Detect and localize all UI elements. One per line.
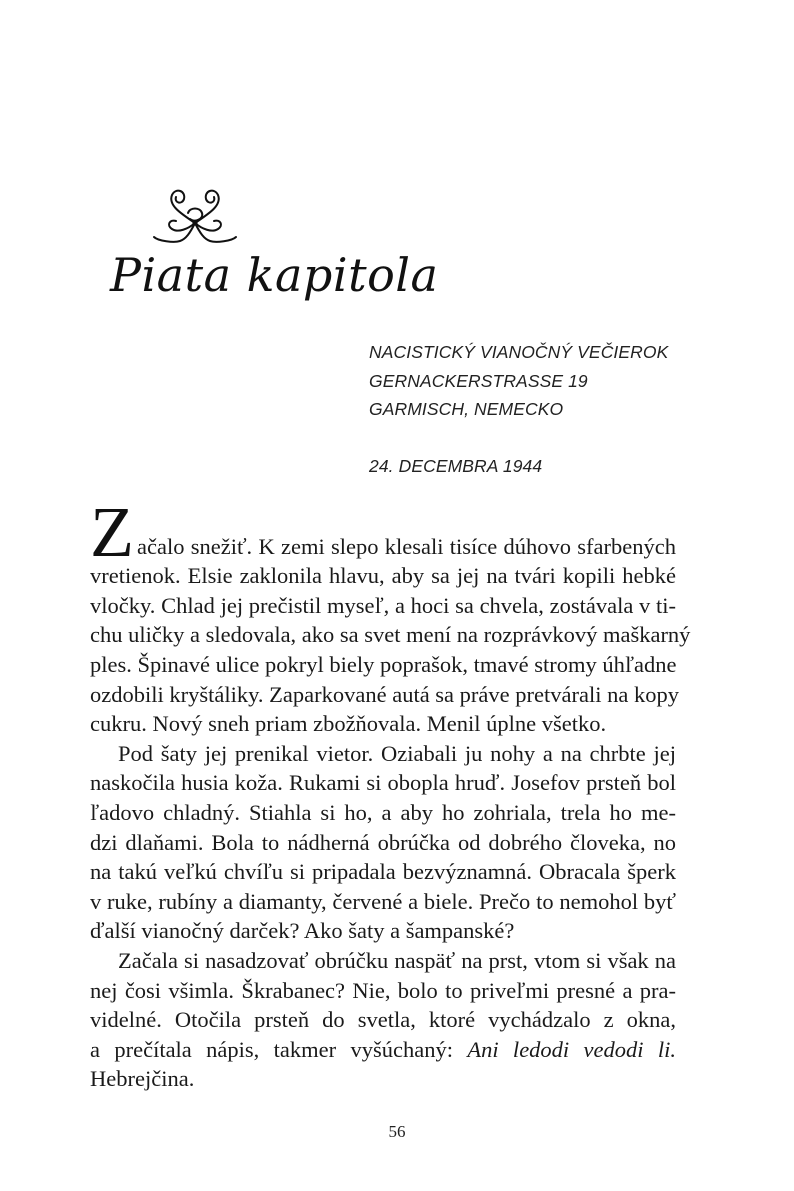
text-line: Začala si nasadzovať obrúčku naspäť na prst, vtom si však na bbox=[118, 947, 676, 973]
header-date: 24. DECEMBRA 1944 bbox=[369, 455, 543, 476]
chapter-header bbox=[369, 338, 668, 480]
chapter-body bbox=[90, 492, 691, 1094]
page-number: 56 bbox=[388, 1122, 406, 1141]
chapter-title: Piata kapitola bbox=[110, 248, 439, 302]
paragraph bbox=[90, 492, 691, 739]
text-line: Pod šaty jej prenikal vietor. Oziabali ju nohy a na chrbte jej bbox=[118, 740, 676, 766]
header-address: GERNACKERSTRASSE 19 bbox=[369, 370, 588, 391]
text-line: ozdobili kryštáliky. Zaparkované autá sa práve pretvárali na kopy bbox=[90, 681, 679, 707]
text-line: ples. Špinavé ulice pokryl biely poprašok, tmavé stromy úhľadne bbox=[90, 651, 677, 677]
text-line: v ruke, rubíny a diamanty, červené a biele. Prečo to nemohol byť bbox=[90, 888, 676, 914]
text-line: vločky. Chlad jej prečistil myseľ, a hoci sa chvela, zostávala v ti- bbox=[90, 592, 676, 618]
text-line: dzi dlaňami. Bola to nádherná obrúčka od dobrého človeka, no bbox=[90, 829, 676, 855]
text-line: ďalší vianočný darček? Ako šaty a šampanské? bbox=[90, 918, 515, 944]
text-line: nej čosi všimla. Škrabanec? Nie, bolo to priveľmi presné a pra- bbox=[90, 977, 676, 1003]
text-line: vretienok. Elsie zaklonila hlavu, aby sa jej na tvári kopili hebké bbox=[90, 563, 676, 589]
text-line: ačalo snežiť. K zemi slepo klesali tisíce dúhovo sfarbených bbox=[136, 533, 676, 559]
header-event: NACISTICKÝ VIANOČNÝ VEČIEROK bbox=[369, 342, 669, 362]
paragraph bbox=[90, 739, 676, 946]
text-line bbox=[90, 1035, 676, 1065]
text-line: naskočila husia koža. Rukami si obopla hruď. Josefov prsteň bol bbox=[90, 770, 676, 796]
drop-cap: Z bbox=[90, 492, 134, 573]
decorative-flourish-icon bbox=[150, 183, 240, 249]
text-line: chu uličky a sledovala, ako sa svet mení na rozprávkový maškarný bbox=[90, 622, 691, 648]
text-line: cukru. Nový sneh priam zbožňovala. Menil úplne všetko. bbox=[90, 711, 607, 737]
hebrew-inscription: Ani ledodi vedodi li. bbox=[467, 1036, 677, 1062]
paragraph bbox=[90, 946, 676, 1094]
text-line: videlné. Otočila prsteň do svetla, ktoré vychádzalo z okna, bbox=[90, 1007, 676, 1033]
text-line: na takú veľkú chvíľu si pripadala bezvýznamná. Obracala šperk bbox=[90, 859, 676, 885]
header-location: GARMISCH, NEMECKO bbox=[369, 399, 564, 419]
text-line: ľadovo chladný. Stiahla si ho, a aby ho zohriala, trela ho me- bbox=[90, 799, 676, 825]
text-fragment: a prečítala nápis, takmer vyšúchaný: bbox=[90, 1036, 453, 1062]
text-line: Hebrejčina. bbox=[90, 1066, 195, 1092]
